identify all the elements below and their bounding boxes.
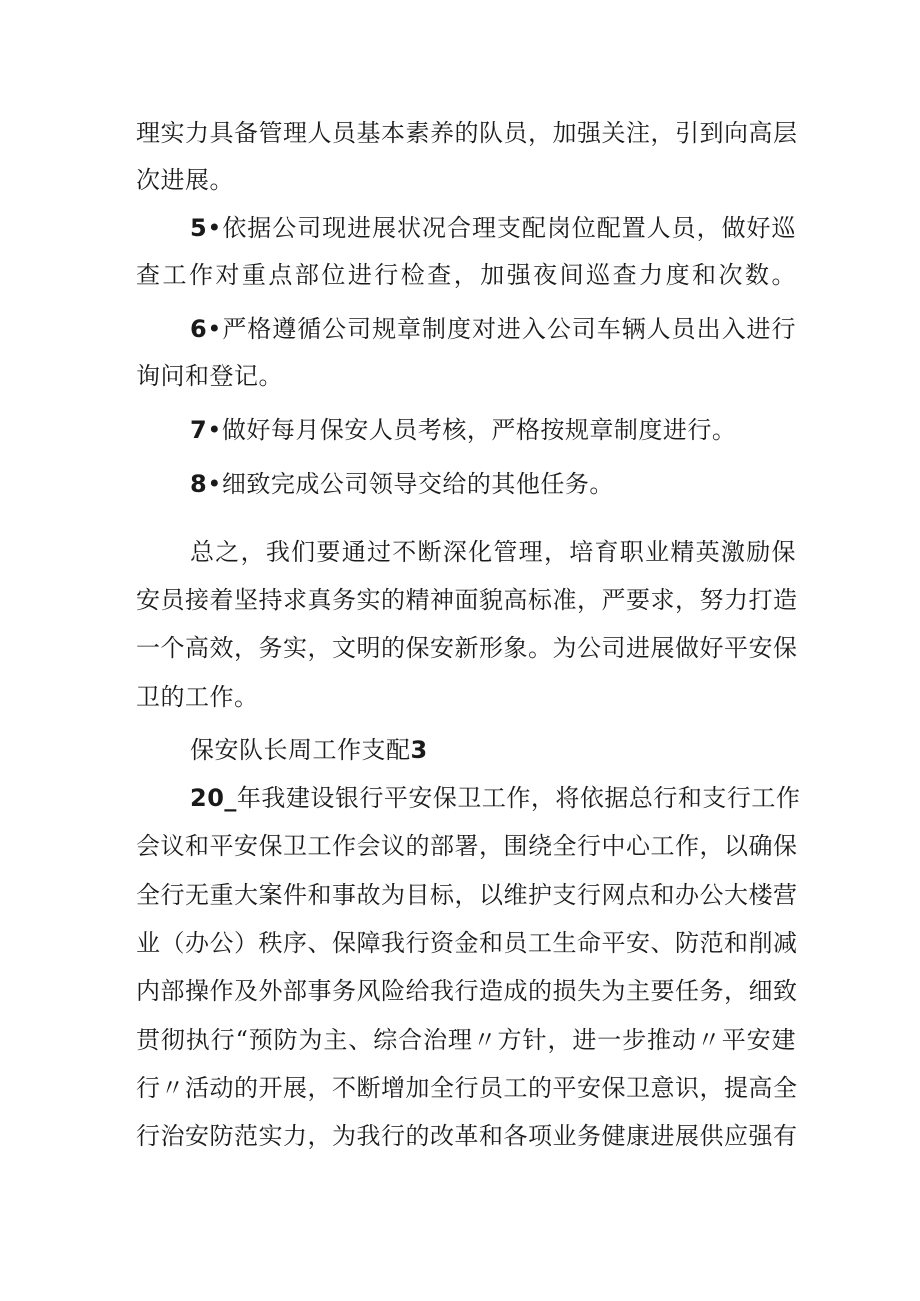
heading-text: 保安队长周工作支配 bbox=[190, 736, 411, 764]
item-number: 7 bbox=[190, 416, 208, 444]
paragraph-line: 会议和平安保卫工作会议的部署，围绕全行中心工作，以确保 bbox=[136, 832, 798, 860]
paragraph-line: 安员接着坚持求真务实的精神面貌高标准，严要求，努力打造 bbox=[136, 586, 798, 614]
item-number: 5 bbox=[190, 214, 208, 242]
paragraph-line: 全行无重大案件和事故为目标，以维护支行网点和办公大楼营 bbox=[136, 881, 798, 909]
heading-number: 3 bbox=[410, 736, 428, 764]
list-item-7 bbox=[190, 414, 796, 446]
item-text: •依据公司现进展状况合理支配岗位配置人员，做好巡 bbox=[207, 214, 796, 242]
year-text: 20_ bbox=[190, 784, 237, 812]
item-text: •细致完成公司领导交给的其他任务。 bbox=[207, 470, 614, 498]
paragraph-line bbox=[190, 782, 801, 814]
item-number: 6 bbox=[190, 315, 208, 343]
paragraph-line: 一个高效，务实，文明的保安新形象。为公司进展做好平安保 bbox=[136, 634, 798, 662]
paragraph-line: 贯彻执行“预防为主、综合治理〃方针，进一步推动〃平安建 bbox=[136, 1026, 796, 1054]
list-item-8 bbox=[190, 468, 796, 500]
section-heading bbox=[190, 734, 796, 766]
paragraph-line: 行治安防范实力，为我行的改革和各项业务健康进展供应强有 bbox=[136, 1122, 798, 1150]
item-text: •严格遵循公司规章制度对进入公司车辆人员出入进行 bbox=[207, 315, 796, 343]
item-text: •做好每月保安人员考核，严格按规章制度进行。 bbox=[207, 416, 737, 444]
item-number: 8 bbox=[190, 470, 208, 498]
paragraph-line: 总之，我们要通过不断深化管理，培育职业精英激励保 bbox=[190, 538, 796, 566]
paragraph-line: 行〃活动的开展，不断增加全行员工的平安保卫意识，提高全 bbox=[136, 1074, 798, 1102]
paragraph-line: 询问和登记。 bbox=[136, 362, 283, 390]
list-item-5 bbox=[190, 212, 796, 244]
paragraph-line: 理实力具备管理人员基本素养的队员，加强关注，引到向高层 bbox=[136, 119, 798, 147]
paragraph-text: 年我建设银行平安保卫工作，将依据总行和支行工作 bbox=[236, 784, 801, 812]
list-item-6 bbox=[190, 313, 796, 345]
paragraph-line: 业（办公）秩序、保障我行资金和员工生命平安、防范和削减 bbox=[136, 929, 798, 957]
paragraph-line: 查工作对重点部位进行检查，加强夜间巡查力度和次数。 bbox=[136, 261, 796, 289]
paragraph-line: 次进展。 bbox=[136, 166, 234, 194]
paragraph-line: 卫的工作。 bbox=[136, 683, 259, 711]
paragraph-line: 内部操作及外部事务风险给我行造成的损失为主要任务，细致 bbox=[136, 977, 798, 1005]
